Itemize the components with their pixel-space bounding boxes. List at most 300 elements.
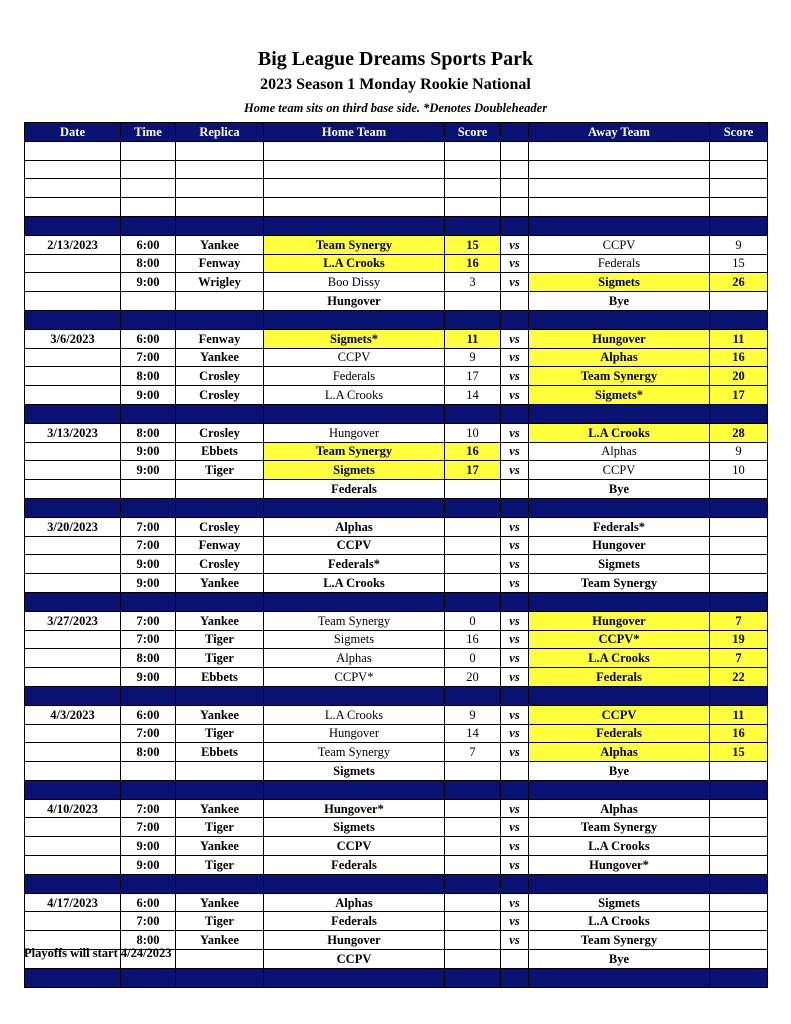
home-score-cell: 9 (445, 705, 501, 724)
away-team-cell: Federals (529, 724, 710, 743)
vs-cell: vs (501, 799, 529, 818)
away-team-cell: Federals (529, 254, 710, 273)
home-score-cell (445, 931, 501, 950)
separator-row (25, 592, 768, 611)
vs-cell: vs (501, 423, 529, 442)
vs-cell: vs (501, 705, 529, 724)
separator-cell (264, 874, 445, 893)
date-cell (25, 856, 121, 875)
date-cell (25, 762, 121, 781)
away-score-cell: 15 (710, 743, 768, 762)
away-team-cell: Sigmets (529, 893, 710, 912)
home-score-cell: 14 (445, 724, 501, 743)
blank-cell (176, 141, 264, 160)
date-cell (25, 912, 121, 931)
away-score-cell (710, 517, 768, 536)
home-score-cell: 17 (445, 461, 501, 480)
home-team-cell: Hungover (264, 724, 445, 743)
home-team-cell: Hungover* (264, 799, 445, 818)
away-team-cell: Alphas (529, 442, 710, 461)
time-cell: 9:00 (121, 442, 176, 461)
separator-cell (501, 310, 529, 329)
time-cell: 6:00 (121, 893, 176, 912)
separator-cell (710, 592, 768, 611)
blank-cell (25, 160, 121, 179)
replica-cell: Crosley (176, 386, 264, 405)
away-score-cell (710, 799, 768, 818)
page-title: Big League Dreams Sports Park (257, 48, 534, 70)
away-score-cell (710, 950, 768, 969)
vs-cell: vs (501, 574, 529, 593)
home-team-cell: Alphas (264, 517, 445, 536)
replica-cell: Ebbets (176, 668, 264, 687)
vs-cell (501, 950, 529, 969)
date-cell (25, 292, 121, 311)
away-score-cell: 20 (710, 367, 768, 386)
home-score-cell (445, 762, 501, 781)
game-row (25, 367, 768, 386)
date-cell (25, 461, 121, 480)
time-cell: 7:00 (121, 724, 176, 743)
date-cell (25, 555, 121, 574)
blank-cell (264, 160, 445, 179)
separator-cell (529, 968, 710, 987)
separator-cell (25, 404, 121, 423)
away-team-cell: Bye (529, 762, 710, 781)
blank-cell (529, 198, 710, 217)
home-score-cell: 10 (445, 423, 501, 442)
home-score-cell: 11 (445, 329, 501, 348)
separator-cell (25, 686, 121, 705)
away-score-cell: 19 (710, 630, 768, 649)
away-team-cell: Bye (529, 480, 710, 499)
separator-cell (501, 592, 529, 611)
time-cell: 7:00 (121, 799, 176, 818)
replica-cell: Crosley (176, 423, 264, 442)
away-team-cell: CCPV* (529, 630, 710, 649)
separator-cell (710, 874, 768, 893)
away-team-cell: Team Synergy (529, 931, 710, 950)
home-team-cell: Team Synergy (264, 743, 445, 762)
separator-cell (121, 310, 176, 329)
replica-cell (176, 480, 264, 499)
separator-cell (25, 874, 121, 893)
away-team-cell: Team Synergy (529, 818, 710, 837)
replica-cell: Crosley (176, 367, 264, 386)
replica-cell (176, 950, 264, 969)
replica-cell: Yankee (176, 893, 264, 912)
separator-cell (121, 216, 176, 235)
home-score-cell (445, 292, 501, 311)
game-row (25, 630, 768, 649)
time-cell: 8:00 (121, 367, 176, 386)
home-score-cell: 0 (445, 611, 501, 630)
separator-cell (445, 404, 501, 423)
blank-row (25, 179, 768, 198)
home-team-cell: Sigmets (264, 818, 445, 837)
blank-cell (501, 179, 529, 198)
separator-row (25, 686, 768, 705)
away-score-cell (710, 931, 768, 950)
date-cell (25, 442, 121, 461)
separator-cell (176, 404, 264, 423)
date-cell (25, 367, 121, 386)
game-row (25, 611, 768, 630)
separator-cell (121, 780, 176, 799)
replica-cell: Ebbets (176, 743, 264, 762)
date-cell: 3/27/2023 (25, 611, 121, 630)
replica-cell: Tiger (176, 856, 264, 875)
blank-row (25, 160, 768, 179)
time-cell: 6:00 (121, 329, 176, 348)
game-row (25, 799, 768, 818)
blank-cell (710, 179, 768, 198)
time-cell: 9:00 (121, 386, 176, 405)
date-cell (25, 480, 121, 499)
vs-cell: vs (501, 386, 529, 405)
separator-cell (445, 498, 501, 517)
home-team-cell: Boo Dissy (264, 273, 445, 292)
blank-cell (121, 198, 176, 217)
replica-cell: Fenway (176, 329, 264, 348)
separator-row (25, 404, 768, 423)
separator-cell (445, 686, 501, 705)
game-row (25, 348, 768, 367)
date-cell: 3/20/2023 (25, 517, 121, 536)
separator-cell (501, 968, 529, 987)
replica-cell: Crosley (176, 517, 264, 536)
away-score-cell (710, 818, 768, 837)
game-row (25, 480, 768, 499)
separator-cell (501, 874, 529, 893)
blank-cell (501, 198, 529, 217)
separator-cell (176, 216, 264, 235)
home-score-cell (445, 856, 501, 875)
vs-cell: vs (501, 273, 529, 292)
separator-row (25, 216, 768, 235)
replica-cell: Wrigley (176, 273, 264, 292)
game-row (25, 649, 768, 668)
separator-row (25, 498, 768, 517)
separator-cell (25, 310, 121, 329)
separator-cell (25, 780, 121, 799)
date-cell: 3/6/2023 (25, 329, 121, 348)
date-cell: 4/3/2023 (25, 705, 121, 724)
away-team-cell: Hungover (529, 611, 710, 630)
date-cell (25, 837, 121, 856)
away-score-cell: 16 (710, 348, 768, 367)
separator-cell (710, 780, 768, 799)
separator-cell (710, 216, 768, 235)
separator-row (25, 968, 768, 987)
time-cell: 7:00 (121, 611, 176, 630)
home-team-cell: L.A Crooks (264, 705, 445, 724)
date-cell (25, 668, 121, 687)
away-team-cell: CCPV (529, 705, 710, 724)
game-row (25, 517, 768, 536)
date-cell (25, 743, 121, 762)
blank-cell (710, 198, 768, 217)
separator-cell (445, 310, 501, 329)
header-row (25, 123, 768, 142)
time-cell: 9:00 (121, 668, 176, 687)
home-team-cell: Team Synergy (264, 442, 445, 461)
date-cell (25, 386, 121, 405)
home-team-cell: Sigmets (264, 762, 445, 781)
home-team-cell: Federals (264, 480, 445, 499)
game-row (25, 292, 768, 311)
separator-cell (264, 216, 445, 235)
away-score-cell (710, 536, 768, 555)
game-row (25, 668, 768, 687)
away-team-cell: Alphas (529, 799, 710, 818)
blank-cell (501, 141, 529, 160)
blank-cell (710, 141, 768, 160)
replica-cell (176, 292, 264, 311)
separator-cell (121, 498, 176, 517)
away-score-cell: 11 (710, 705, 768, 724)
home-team-cell: Federals (264, 856, 445, 875)
home-score-cell: 15 (445, 235, 501, 254)
home-team-cell: Hungover (264, 931, 445, 950)
vs-cell: vs (501, 668, 529, 687)
away-score-cell: 9 (710, 235, 768, 254)
vs-cell: vs (501, 442, 529, 461)
home-score-cell: 16 (445, 630, 501, 649)
replica-cell: Fenway (176, 536, 264, 555)
date-cell: 4/17/2023 (25, 893, 121, 912)
home-score-cell: 7 (445, 743, 501, 762)
away-score-cell: 10 (710, 461, 768, 480)
separator-cell (529, 498, 710, 517)
vs-cell: vs (501, 555, 529, 574)
home-team-cell: Hungover (264, 423, 445, 442)
col-header-vs (501, 123, 529, 142)
replica-cell: Fenway (176, 254, 264, 273)
home-team-cell: Team Synergy (264, 235, 445, 254)
separator-cell (176, 592, 264, 611)
home-score-cell: 17 (445, 367, 501, 386)
time-cell: 7:00 (121, 818, 176, 837)
separator-cell (176, 686, 264, 705)
date-cell: 4/10/2023 (25, 799, 121, 818)
date-cell: 2/13/2023 (25, 235, 121, 254)
home-score-cell (445, 950, 501, 969)
time-cell (121, 762, 176, 781)
away-team-cell: Federals (529, 668, 710, 687)
vs-cell (501, 480, 529, 499)
home-score-cell (445, 799, 501, 818)
home-score-cell (445, 912, 501, 931)
home-score-cell: 16 (445, 442, 501, 461)
home-score-cell: 0 (445, 649, 501, 668)
schedule-body (25, 141, 768, 987)
date-cell (25, 649, 121, 668)
home-team-cell: L.A Crooks (264, 386, 445, 405)
vs-cell: vs (501, 254, 529, 273)
blank-cell (445, 160, 501, 179)
date-cell (25, 630, 121, 649)
replica-cell: Tiger (176, 649, 264, 668)
vs-cell (501, 292, 529, 311)
col-header-away-team: Away Team (529, 123, 710, 142)
away-score-cell (710, 762, 768, 781)
away-team-cell: L.A Crooks (529, 423, 710, 442)
game-row (25, 724, 768, 743)
vs-cell: vs (501, 724, 529, 743)
away-score-cell: 7 (710, 611, 768, 630)
away-team-cell: Sigmets (529, 273, 710, 292)
away-score-cell (710, 856, 768, 875)
time-cell: 8:00 (121, 743, 176, 762)
home-team-cell: Alphas (264, 893, 445, 912)
time-cell: 6:00 (121, 705, 176, 724)
separator-cell (710, 498, 768, 517)
col-header-home-score: Score (445, 123, 501, 142)
separator-cell (529, 592, 710, 611)
time-cell: 7:00 (121, 630, 176, 649)
home-team-cell: Sigmets (264, 461, 445, 480)
separator-cell (264, 498, 445, 517)
away-team-cell: Alphas (529, 348, 710, 367)
separator-cell (529, 874, 710, 893)
replica-cell: Tiger (176, 630, 264, 649)
blank-cell (501, 160, 529, 179)
home-team-cell: CCPV (264, 536, 445, 555)
blank-cell (121, 160, 176, 179)
col-header-replica: Replica (176, 123, 264, 142)
blank-cell (25, 179, 121, 198)
game-row (25, 235, 768, 254)
footer-note: Playoffs will start 4/24/2023 (24, 946, 172, 960)
vs-cell: vs (501, 893, 529, 912)
replica-cell: Crosley (176, 555, 264, 574)
replica-cell: Tiger (176, 912, 264, 931)
blank-row (25, 141, 768, 160)
home-score-cell: 20 (445, 668, 501, 687)
separator-cell (121, 874, 176, 893)
replica-cell: Tiger (176, 818, 264, 837)
home-team-cell: Team Synergy (264, 611, 445, 630)
separator-cell (501, 404, 529, 423)
separator-cell (445, 216, 501, 235)
away-team-cell: Bye (529, 292, 710, 311)
time-cell: 9:00 (121, 837, 176, 856)
time-cell: 7:00 (121, 912, 176, 931)
replica-cell: Yankee (176, 611, 264, 630)
vs-cell: vs (501, 235, 529, 254)
game-row (25, 837, 768, 856)
replica-cell: Yankee (176, 705, 264, 724)
time-cell: 8:00 (121, 254, 176, 273)
home-team-cell: L.A Crooks (264, 254, 445, 273)
home-team-cell: CCPV (264, 837, 445, 856)
away-team-cell: CCPV (529, 461, 710, 480)
home-team-cell: Sigmets* (264, 329, 445, 348)
replica-cell: Tiger (176, 461, 264, 480)
vs-cell: vs (501, 743, 529, 762)
away-score-cell: 11 (710, 329, 768, 348)
separator-cell (264, 686, 445, 705)
vs-cell (501, 762, 529, 781)
separator-cell (121, 686, 176, 705)
blank-cell (445, 198, 501, 217)
replica-cell: Yankee (176, 799, 264, 818)
blank-cell (264, 179, 445, 198)
away-team-cell: Hungover (529, 536, 710, 555)
separator-cell (529, 404, 710, 423)
home-team-cell: Alphas (264, 649, 445, 668)
away-score-cell: 9 (710, 442, 768, 461)
separator-cell (264, 592, 445, 611)
away-team-cell: Federals* (529, 517, 710, 536)
game-row (25, 705, 768, 724)
vs-cell: vs (501, 348, 529, 367)
home-score-cell (445, 818, 501, 837)
home-score-cell (445, 574, 501, 593)
blank-cell (529, 179, 710, 198)
vs-cell: vs (501, 329, 529, 348)
separator-cell (501, 780, 529, 799)
separator-cell (25, 498, 121, 517)
separator-cell (445, 968, 501, 987)
vs-cell: vs (501, 931, 529, 950)
col-header-away-score: Score (710, 123, 768, 142)
separator-row (25, 874, 768, 893)
time-cell: 8:00 (121, 931, 176, 950)
away-score-cell (710, 480, 768, 499)
away-score-cell (710, 837, 768, 856)
separator-cell (176, 310, 264, 329)
home-score-cell (445, 480, 501, 499)
replica-cell: Yankee (176, 235, 264, 254)
home-score-cell (445, 536, 501, 555)
date-cell (25, 724, 121, 743)
separator-cell (445, 780, 501, 799)
date-cell (25, 273, 121, 292)
vs-cell: vs (501, 818, 529, 837)
vs-cell: vs (501, 611, 529, 630)
game-row (25, 442, 768, 461)
home-score-cell (445, 555, 501, 574)
time-cell: 6:00 (121, 235, 176, 254)
replica-cell: Yankee (176, 574, 264, 593)
away-team-cell: L.A Crooks (529, 649, 710, 668)
away-score-cell: 28 (710, 423, 768, 442)
game-row (25, 461, 768, 480)
date-cell (25, 536, 121, 555)
home-score-cell: 16 (445, 254, 501, 273)
home-team-cell: CCPV* (264, 668, 445, 687)
away-score-cell: 7 (710, 649, 768, 668)
separator-cell (501, 498, 529, 517)
game-row (25, 743, 768, 762)
date-cell (25, 818, 121, 837)
time-cell: 7:00 (121, 517, 176, 536)
separator-cell (121, 968, 176, 987)
replica-cell: Yankee (176, 348, 264, 367)
away-team-cell: Sigmets* (529, 386, 710, 405)
page-subtitle: 2023 Season 1 Monday Rookie National (260, 76, 531, 93)
blank-cell (121, 141, 176, 160)
replica-cell: Yankee (176, 931, 264, 950)
separator-cell (529, 216, 710, 235)
away-team-cell: L.A Crooks (529, 837, 710, 856)
game-row (25, 555, 768, 574)
game-row (25, 329, 768, 348)
vs-cell: vs (501, 461, 529, 480)
home-score-cell: 9 (445, 348, 501, 367)
